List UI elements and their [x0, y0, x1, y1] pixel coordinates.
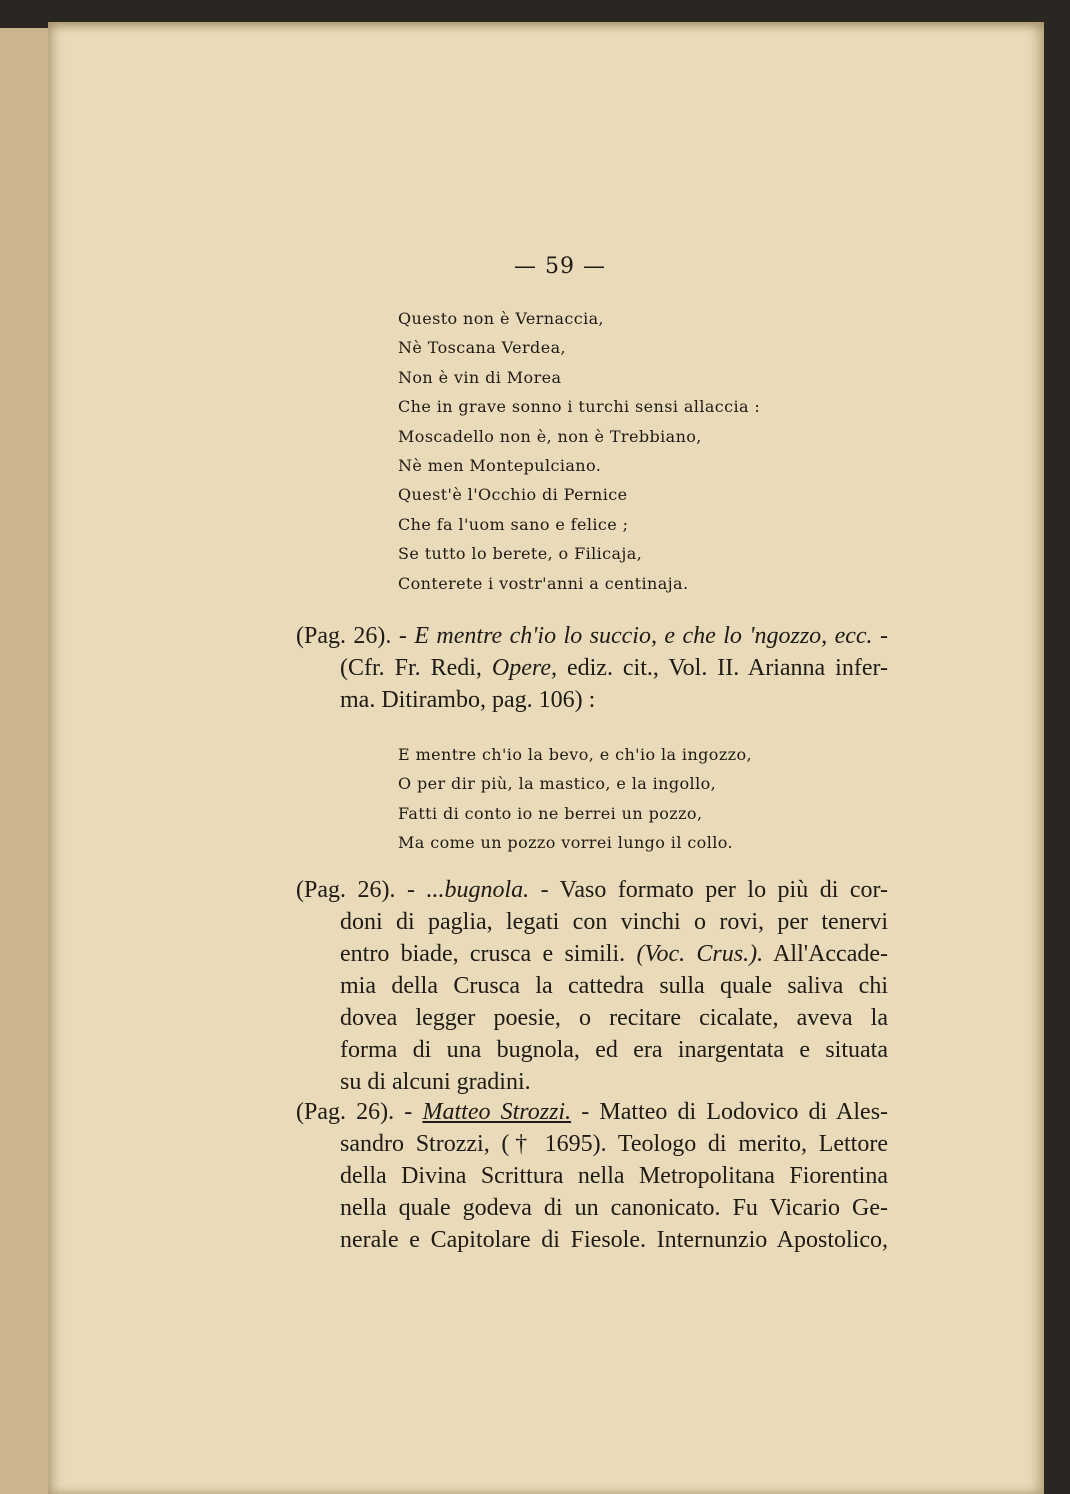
note-lemma: E mentre ch'io lo succio, e che lo 'ngozzo, ecc.: [414, 623, 873, 649]
note-rest: - Vaso formato per lo più di cor-: [540, 877, 889, 903]
note-dash: -: [880, 623, 889, 649]
note-ref: (Pag. 26). -: [296, 877, 415, 903]
note-lemma: ...bugnola.: [426, 877, 530, 903]
verse-line: Nè Toscana Verdea,: [398, 338, 566, 358]
note-text: entro biade, crusca e simili.: [340, 941, 626, 967]
note-line: [296, 1096, 888, 1128]
page-number: — 59 —: [514, 254, 606, 279]
verse-line: E mentre ch'io la bevo, e ch'io la ingozzo,: [398, 745, 753, 764]
note-rest: ediz. cit., Vol. II. Arianna infer-: [566, 655, 888, 681]
note-pag26-succio: [296, 620, 889, 716]
note-line: della Divina Scrittura nella Metropolitana Fiorentina: [340, 1163, 888, 1189]
verse-block-redi: [398, 304, 760, 598]
verse-line: O per dir più, la mastico, e la ingollo,: [398, 774, 717, 794]
note-pag26-bugnola: [296, 874, 889, 1098]
facing-page-edge: [0, 28, 52, 1494]
verse-line: Moscadello non è, non è Trebbiano,: [398, 426, 702, 446]
verse-line: Che in grave sonno i turchi sensi allaccia :: [398, 397, 761, 417]
note-line: forma di una bugnola, ed era inargentata e situata: [340, 1037, 888, 1063]
verse-line: Fatti di conto io ne berrei un pozzo,: [398, 803, 703, 823]
verse-line: Nè men Montepulciano.: [398, 455, 602, 475]
note-ref: (Pag. 26). -: [296, 623, 407, 649]
note-line: [340, 938, 888, 970]
note-cfr: (Cfr. Fr. Redi,: [340, 655, 482, 681]
note-rest: - Matteo di Lodovico di Ales-: [581, 1099, 889, 1125]
note-line: [296, 874, 888, 906]
verse-line: Questo non è Vernaccia,: [398, 309, 605, 328]
note-line: mia della Crusca la cattedra sulla quale saliva chi: [340, 973, 888, 999]
note-line: [340, 652, 888, 684]
note-line: nerale e Capitolare di Fiesole. Internunzio Apostolico,: [340, 1227, 888, 1253]
verse-line: Non è vin di Morea: [398, 367, 562, 387]
verse-line: Se tutto lo berete, o Filicaja,: [398, 544, 643, 564]
book-page: [48, 22, 1044, 1494]
note-line: nella quale godeva di un canonicato. Fu Vicario Ge-: [340, 1195, 888, 1221]
note-ref: (Pag. 26). -: [296, 1099, 413, 1125]
note-voc-crus: (Voc. Crus.).: [636, 941, 764, 967]
verse-line: Conterete i vostr'anni a centinaja.: [398, 573, 689, 593]
note-pag26-strozzi: [296, 1096, 889, 1256]
verse-line: Che fa l'uom sano e felice ;: [398, 514, 629, 534]
note-line: [296, 620, 888, 652]
note-text: All'Accade-: [773, 941, 889, 967]
note-line: doni di paglia, legati con vinchi o rovi, per tenervi: [340, 909, 888, 935]
note-lemma: Matteo Strozzi.: [422, 1099, 572, 1125]
verse-line: Ma come un pozzo vorrei lungo il collo.: [398, 833, 733, 853]
verse-block-arianna: [398, 740, 752, 858]
note-line: sandro Strozzi, († 1695). Teologo di merito, Lettore: [340, 1131, 888, 1157]
note-opere: Opere,: [491, 655, 557, 681]
note-line: su di alcuni gradini.: [340, 1069, 531, 1095]
note-line: ma. Ditirambo, pag. 106) :: [340, 687, 596, 713]
note-line: dovea legger poesie, o recitare cicalate, aveva la: [340, 1005, 888, 1031]
verse-line: Quest'è l'Occhio di Pernice: [398, 485, 628, 505]
